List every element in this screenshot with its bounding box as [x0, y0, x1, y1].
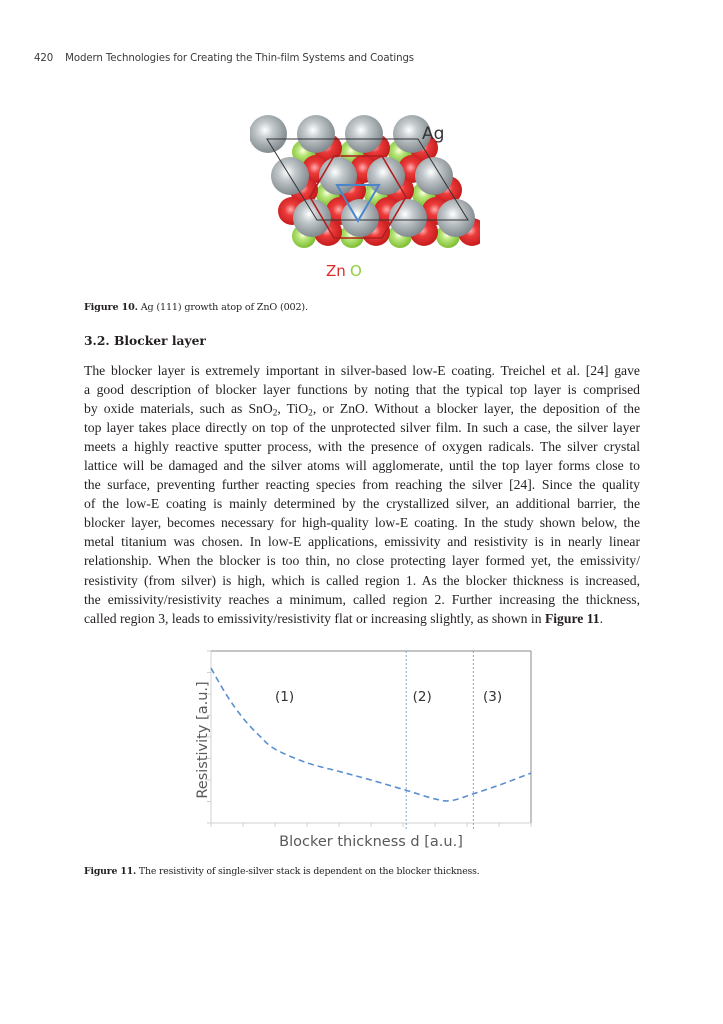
region-annotation: (2) [412, 689, 432, 705]
body-line: resistivity (from silver) is high, which is called region 1. As the blocker thickness is increased, [84, 572, 640, 588]
body-paragraph [84, 361, 640, 628]
figure-10-caption-text: Ag (111) growth atop of ZnO (002). [137, 302, 308, 313]
region-annotation: (3) [483, 689, 503, 705]
body-line-part: by oxide materials, such as SnO [84, 401, 273, 417]
silver-atom [415, 157, 453, 195]
region-dividers [406, 651, 473, 831]
body-line: blocker layer, becomes necessary for high-quality low-E coating. In the study shown below, the [84, 515, 640, 531]
body-line: the emissivity/resistivity reaches a minimum, called region 2. Further increasing the thickness, [84, 591, 640, 607]
region-annotations [275, 689, 502, 705]
figure-10-lattice [250, 108, 480, 288]
silver-atom [250, 115, 287, 153]
figure-11-chart [185, 640, 545, 860]
ag-label: Ag [422, 124, 445, 144]
figure-11-reference[interactable]: Figure 11 [544, 610, 600, 626]
section-heading: 3.2. Blocker layer [84, 333, 206, 348]
subscript: 2 [272, 408, 278, 419]
body-line: top layer takes place directly on top of the unprotected silver film. In such a case, the silver layer [84, 420, 640, 436]
x-axis-label: Blocker thickness d [a.u.] [279, 834, 463, 850]
subscript: 2 [308, 408, 313, 419]
body-line-part: . [599, 610, 604, 626]
body-line-part: , or ZnO. Without a blocker layer, the deposition of the [312, 401, 640, 417]
body-line [84, 399, 640, 418]
body-line: the surface, preventing further reacting species from reaching the silver [24]. Since the quality [84, 477, 640, 493]
figure-11-caption-label: Figure 11. [84, 866, 137, 877]
body-line: metal titanium was chosen. In low-E applications, emissivity and resistivity is in nearly linear [84, 534, 640, 550]
silver-atom [437, 199, 475, 237]
y-axis-label: Resistivity [a.u.] [195, 681, 211, 799]
silver-atom [319, 157, 357, 195]
page-number: 420 [34, 53, 54, 64]
chart-ticks [207, 651, 531, 827]
silver-atom [389, 199, 427, 237]
body-line: lattice will be damaged and the silver atoms will agglomerate, until the top layer forms close to [84, 458, 640, 474]
body-line: a good description of blocker layer functions by noting that the typical top layer is comprised [84, 382, 640, 398]
zn-label: Zn [326, 262, 346, 280]
body-line: The blocker layer is extremely important in silver-based low-E coating. Treichel et al. [24] gave [84, 363, 640, 378]
body-line-part: called region 3, leads to emissivity/resistivity flat or increasing slightly, as shown in [84, 610, 545, 626]
figure-11-caption-text: The resistivity of single-silver stack is dependent on the blocker thickness. [136, 866, 480, 877]
figure-10-caption-label: Figure 10. [84, 302, 138, 313]
body-line-part: , TiO [277, 401, 309, 417]
body-line [84, 609, 640, 628]
o-label: O [350, 262, 362, 280]
figure-10-caption [84, 302, 308, 313]
body-line: relationship. When the blocker is too thin, no close protecting layer formed yet, the emissivity/ [84, 553, 640, 569]
body-line: of the low-E coating is mainly determined by the crystallized silver, an additional barrier, the [84, 496, 640, 512]
region-annotation: (1) [275, 689, 295, 705]
silver-atom [297, 115, 335, 153]
silver-atom [345, 115, 383, 153]
silver-atom [293, 199, 331, 237]
running-title: Modern Technologies for Creating the Thin-film Systems and Coatings [65, 53, 415, 64]
figure-11-caption [84, 866, 480, 877]
chart-axes [211, 651, 531, 823]
body-line: meets a highly reactive sputter process, with the presence of oxygen radicals. The silver crystal [84, 439, 640, 455]
running-head [34, 53, 414, 64]
